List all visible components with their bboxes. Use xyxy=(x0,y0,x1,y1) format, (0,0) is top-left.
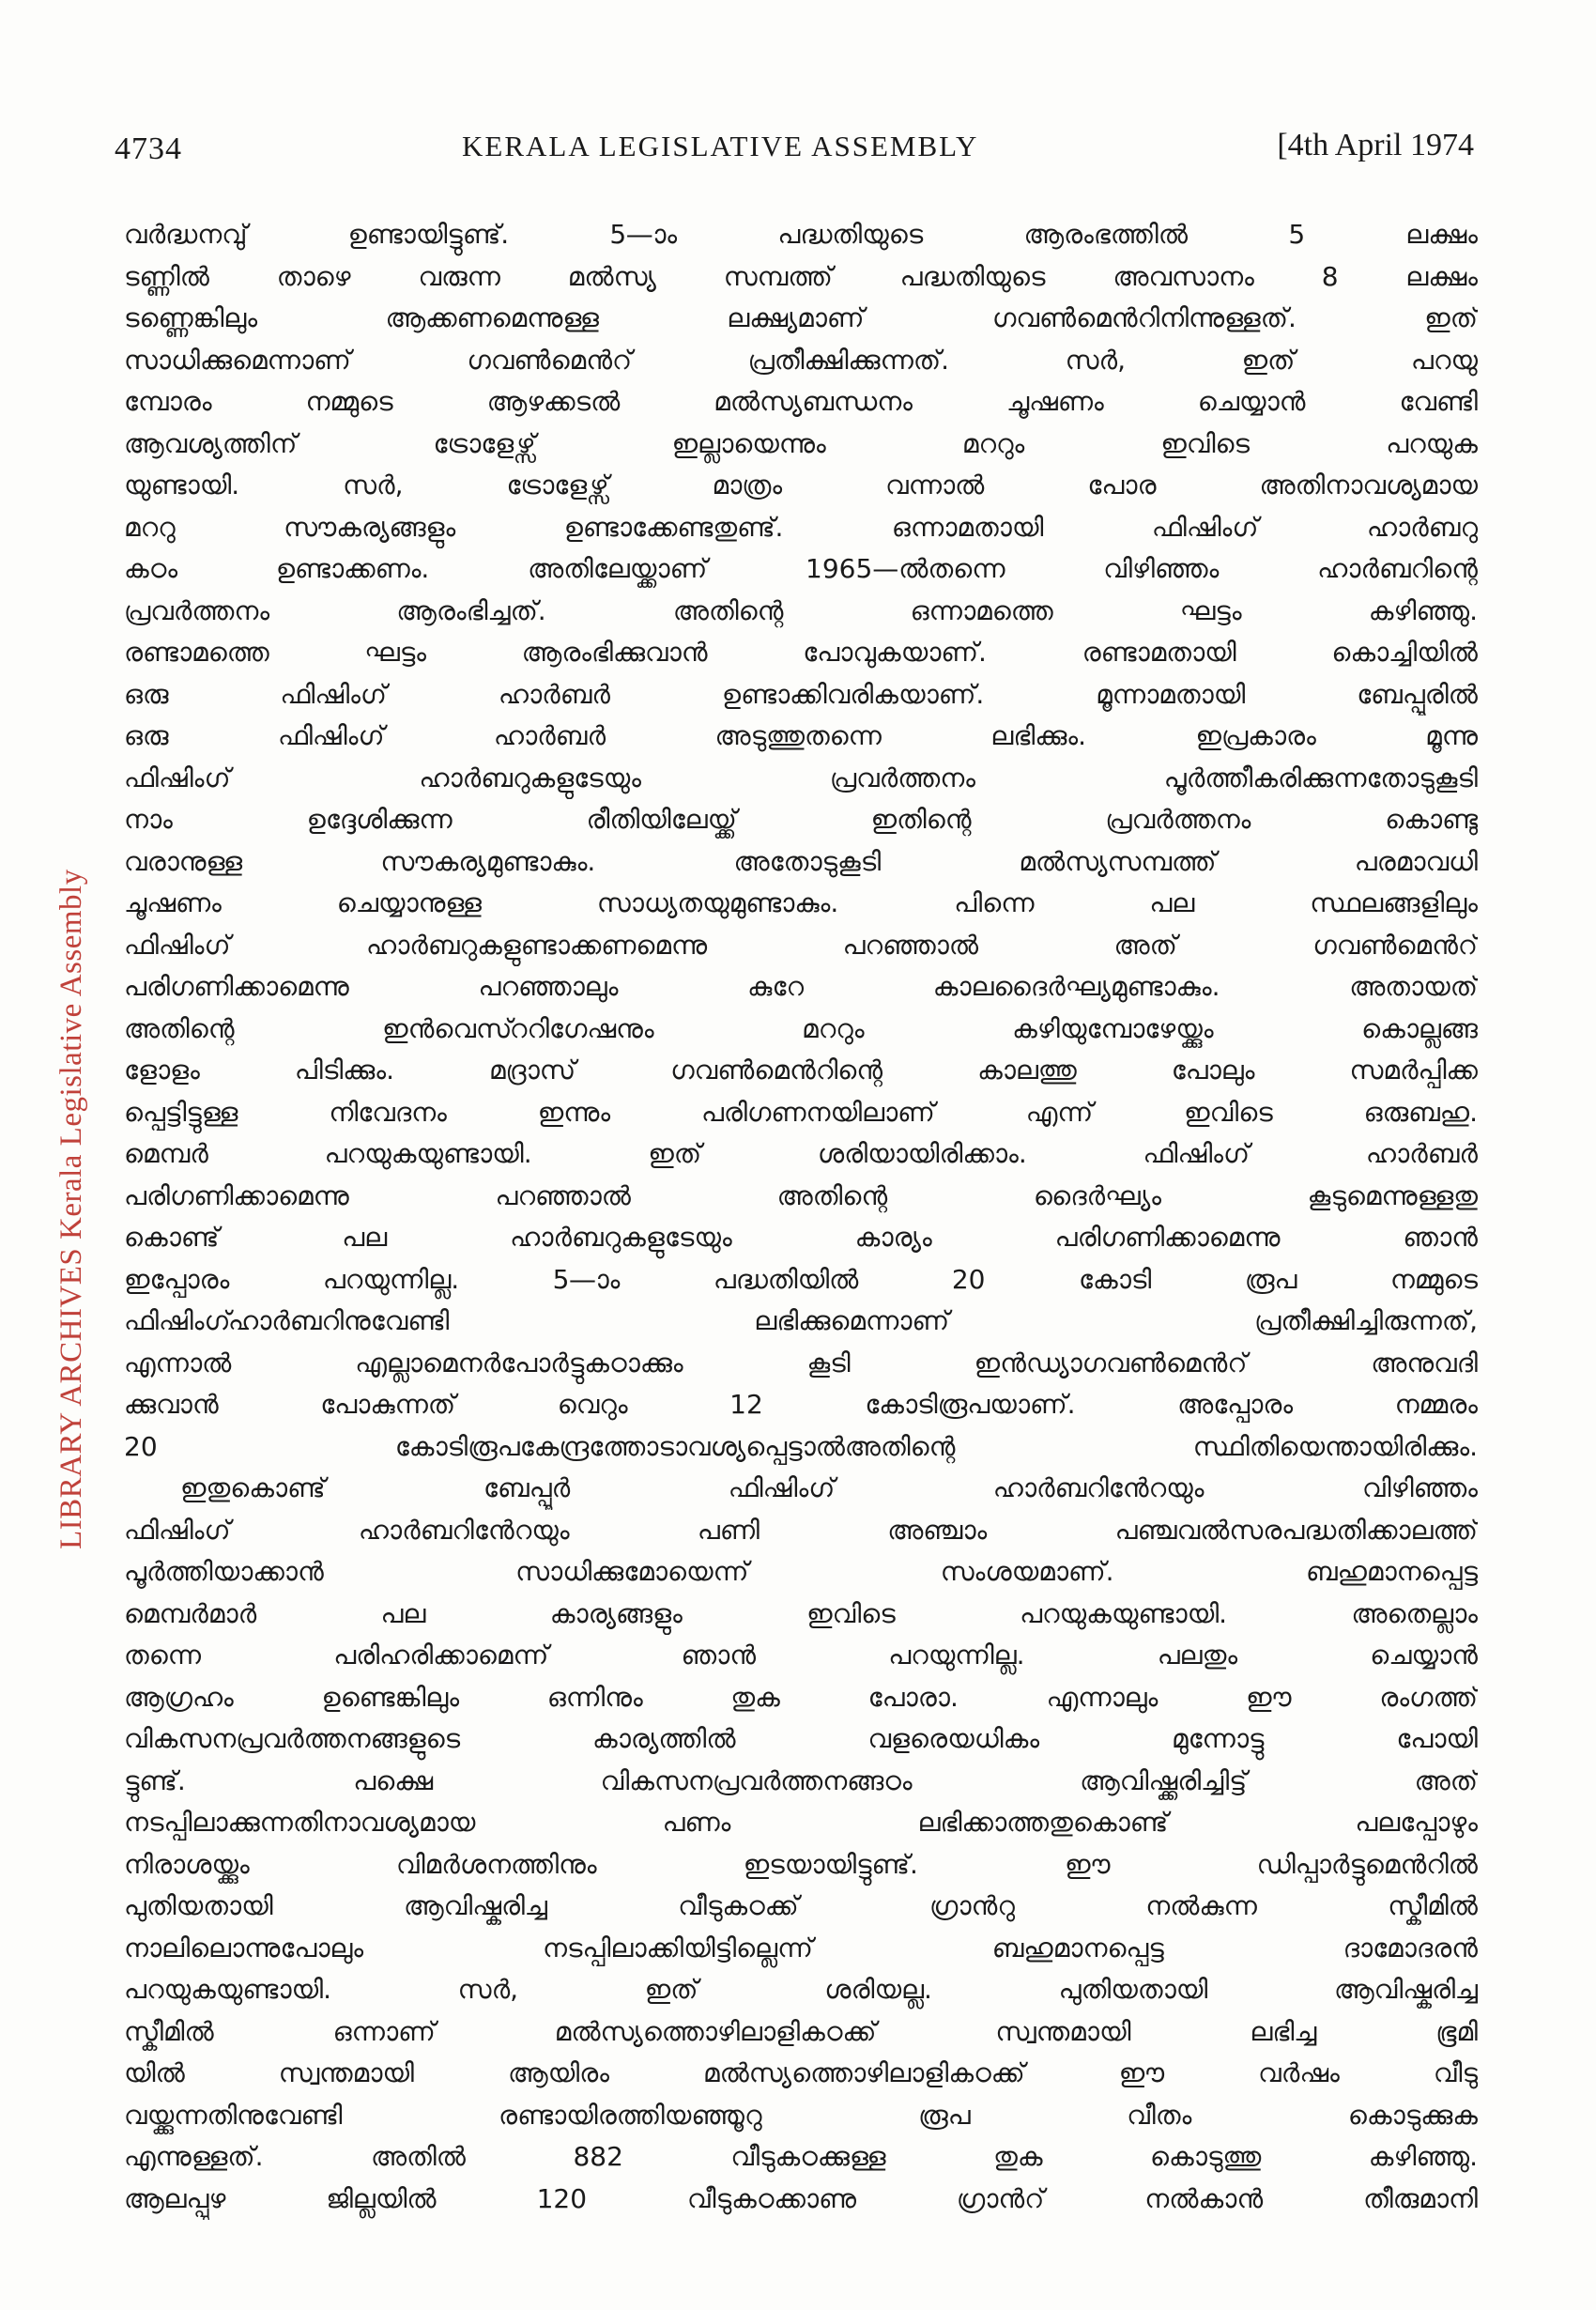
text-line: എന്നാൽ എല്ലാമെനർപോർട്ടുകഠാക്കും കൂടി ഇൻഡ്യാഗവൺമെൻറ് അനുവദി xyxy=(124,1347,1478,1378)
text-line: അതിന്റെ ഇൻവെസ്ററിഗേഷനും മററും കഴിയുമ്പോഴേയ്ക്കും കൊല്ലങ്ങ xyxy=(124,1012,1478,1044)
archive-watermark: LIBRARY ARCHIVES Kerala Legislative Assembly xyxy=(54,869,88,1549)
text-line: വർദ്ധനവു് ഉണ്ടായിട്ടുണ്ട്. 5—ാം പദ്ധതിയുടെ ആരംഭത്തിൽ 5 ലക്ഷം xyxy=(124,219,1478,250)
text-line: കഠം ഉണ്ടാക്കണം. അതിലേയ്ക്കാണ് 1965—ൽതന്നെ വിഴിഞ്ഞം ഹാർബറിന്റെ xyxy=(124,553,1478,584)
text-line: 20 കോടിരൂപകേന്ദ്രത്തോടാവശ്യപ്പെട്ടാൽഅതിന്റെ സ്ഥിതിയെന്തായിരിക്കും. xyxy=(124,1430,1478,1462)
text-line: ഫിഷിംഗ് ഹാർബറുകളുണ്ടാക്കണമെന്നു പറഞ്ഞാൽ അത് ഗവൺമെൻറ് xyxy=(124,929,1478,961)
running-title: KERALA LEGISLATIVE ASSEMBLY xyxy=(462,130,979,162)
text-line: പരിഗണിക്കാമെന്നു പറഞ്ഞാലും കുറേ കാലദൈർഘ്യമുണ്ടാകും. അതായത് xyxy=(124,971,1478,1002)
text-line: ഫിഷിംഗ്ഹാർബറിനുവേണ്ടി ലഭിക്കുമെന്നാണ് പ്രതീക്ഷിച്ചിരുന്നത്, xyxy=(124,1305,1478,1336)
text-line: ഒരു ഫിഷിംഗ് ഹാർബർ അടുത്തുതന്നെ ലഭിക്കും. ഇപ്രകാരം മൂന്നു xyxy=(124,720,1478,751)
text-line: സാധിക്കുമെന്നാണ് ഗവൺമെൻറ് പ്രതീക്ഷിക്കുന്നത്. സർ, ഇത് പറയു xyxy=(124,344,1478,376)
text-line: പുതിയതായി ആവിഷ്കരിച്ച വീടുകഠക്ക് ഗ്രാൻറു നൽകുന്ന സ്കീമിൽ xyxy=(124,1890,1478,1921)
text-line: നിരാശയ്ക്കും വിമർശനത്തിനും ഇടയായിട്ടുണ്ട്. ഈ ഡിപ്പാർട്ടുമെൻറിൽ xyxy=(124,1848,1478,1880)
text-line: മ്പോരം നമ്മുടെ ആഴക്കടൽ മൽസ്യബന്ധനം ചൂഷണം ചെയ്യാൻ വേണ്ടി xyxy=(124,386,1478,417)
text-line: ക്കുവാൻ പോകുന്നത് വെറും 12 കോടിരൂപയാണ്. അപ്പോരം നമ്മരം xyxy=(124,1389,1478,1420)
text-line: ഒരു ഫിഷിംഗ് ഹാർബർ ഉണ്ടാക്കിവരികയാണ്. മൂന്നാമതായി ബേപ്പൂരിൽ xyxy=(124,678,1478,710)
text-line: മററു സൗകര്യങ്ങളും ഉണ്ടാക്കേണ്ടതുണ്ട്. ഒന്നാമതായി ഫിഷിംഗ് ഹാർബറു xyxy=(124,511,1478,543)
text-line: ടണ്ണിൽ താഴെ വരുന്ന മൽസ്യ സമ്പത്ത് പദ്ധതിയുടെ അവസാനം 8 ലക്ഷം xyxy=(124,260,1478,292)
text-line: ആലപ്പുഴ ജില്ലയിൽ 120 വീടുകഠക്കാണു ഗ്രാൻറ് നൽകാൻ തീരുമാനി xyxy=(124,2182,1478,2214)
text-line: യിൽ സ്വന്തമായി ആയിരം മൽസ്യത്തൊഴിലാളികഠക്ക് ഈ വർഷം വീടു xyxy=(124,2057,1478,2088)
body-text xyxy=(124,214,1478,2220)
text-line: ആവശ്യത്തിന് ട്രോളേഴ്സ് ഇല്ലായെന്നും മററും ഇവിടെ പറയുക xyxy=(124,427,1478,459)
text-line: പ്പെട്ടിട്ടുള്ള നിവേദനം ഇന്നും പരിഗണനയിലാണ് എന്ന് ഇവിടെ ഒരുബഹു. xyxy=(124,1096,1478,1128)
text-line: രണ്ടാമത്തെ ഘട്ടം ആരംഭിക്കുവാൻ പോവുകയാണ്. രണ്ടാമതായി കൊച്ചിയിൽ xyxy=(124,637,1478,668)
text-line: നാം ഉദ്ദേശിക്കുന്ന രീതിയിലേയ്ക്ക് ഇതിന്റെ പ്രവർത്തനം കൊണ്ടു xyxy=(124,804,1478,835)
text-line: വയ്ക്കുന്നതിനുവേണ്ടി രണ്ടായിരത്തിയഞ്ഞൂറു രൂപ വീതം കൊടുക്കുക xyxy=(124,2099,1478,2131)
text-line: പറയുകയുണ്ടായി. സർ, ഇത് ശരിയല്ല. പുതിയതായി ആവിഷ്കരിച്ച xyxy=(124,1974,1478,2005)
text-line: എന്നുള്ളത്. അതിൽ 882 വീടുകഠക്കുള്ള തുക കൊടുത്തു കഴിഞ്ഞു. xyxy=(124,2141,1478,2172)
text-line: ളോളം പിടിക്കും. മദ്രാസ് ഗവൺമെൻറിന്റെ കാലത്തു പോലും സമർപ്പിക്ക xyxy=(124,1055,1478,1086)
page-header xyxy=(115,124,1474,180)
text-line: പരിഗണിക്കാമെന്നു പറഞ്ഞാൽ അതിന്റെ ദൈർഘ്യം കൂടുമെന്നുള്ളതു xyxy=(124,1179,1478,1211)
text-line: മെമ്പർ പറയുകയുണ്ടായി. ഇത് ശരിയായിരിക്കാം. ഫിഷിംഗ് ഹാർബർ xyxy=(124,1138,1478,1169)
page-number: 4734 xyxy=(115,131,182,166)
text-line: ടണ്ണെങ്കിലും ആക്കണമെന്നുള്ള ലക്ഷ്യമാണ് ഗവൺമെൻറിനിന്നുള്ളത്. ഇത് xyxy=(124,302,1478,333)
text-line: സ്കീമിൽ ഒന്നാണ് മൽസ്യത്തൊഴിലാളികഠക്ക് സ്വന്തമായി ലഭിച്ച ഭൂമി xyxy=(124,2015,1478,2047)
text-line: ട്ടുണ്ട്. പക്ഷെ വികസനപ്രവർത്തനങ്ങഠം ആവിഷ്ക്കരിച്ചിട്ട് അത് xyxy=(124,1764,1478,1796)
text-line: ഇപ്പോരം പറയുന്നില്ല. 5—ാം പദ്ധതിയിൽ 20 കോടി രൂപ നമ്മുടെ xyxy=(124,1263,1478,1295)
text-line: ആഗ്രഹം ഉണ്ടെങ്കിലും ഒന്നിനും തുക പോരാ. എന്നാലും ഈ രംഗത്ത് xyxy=(124,1681,1478,1713)
text-line: ഫിഷിംഗ് ഹാർബറിൻേറയും പണി അഞ്ചാം പഞ്ചവൽസരപദ്ധതിക്കാലത്ത് xyxy=(124,1514,1478,1546)
text-line: വരാനുള്ള സൗകര്യമുണ്ടാകും. അതോടുകൂടി മൽസ്യസമ്പത്ത് പരമാവധി xyxy=(124,845,1478,877)
text-line: തന്നെ പരിഹരിക്കാമെന്ന് ഞാൻ പറയുന്നില്ല. പലതും ചെയ്യാൻ xyxy=(124,1640,1478,1671)
text-line: മെമ്പർമാർ പല കാര്യങ്ങളും ഇവിടെ പറയുകയുണ്ടായി. അതെല്ലാം xyxy=(124,1597,1478,1629)
text-line: കൊണ്ട് പല ഹാർബറുകളുടേയും കാര്യം പരിഗണിക്കാമെന്നു ഞാൻ xyxy=(124,1222,1478,1253)
text-line: ഇതുകൊണ്ട് ബേപ്പൂർ ഫിഷിംഗ് ഹാർബറിൻേറയും വിഴിഞ്ഞം xyxy=(180,1472,1478,1503)
header-date: [4th April 1974 xyxy=(1277,128,1474,162)
text-line: വികസനപ്രവർത്തനങ്ങളുടെ കാര്യത്തിൽ വളരെയധികം മുന്നോട്ടു പോയി xyxy=(124,1723,1478,1754)
text-line: യുണ്ടായി. സർ, ട്രോളേഴ്സ് മാത്രം വന്നാൽ പോര അതിനാവശ്യമായ xyxy=(124,470,1478,500)
text-line: നടപ്പിലാക്കുന്നതിനാവശ്യമായ പണം ലഭിക്കാത്തതുകൊണ്ട് പലപ്പോഴും xyxy=(124,1807,1478,1838)
text-line: ചൂഷണം ചെയ്യാനുള്ള സാധ്യതയുമുണ്ടാകും. പിന്നെ പല സ്ഥലങ്ങളിലും xyxy=(124,887,1478,918)
text-line: പൂർത്തിയാക്കാൻ സാധിക്കുമോയെന്ന് സംശയമാണ്. ബഹുമാനപ്പെട്ട xyxy=(124,1556,1478,1587)
text-line: നാലിലൊന്നുപോലും നടപ്പിലാക്കിയിട്ടില്ലെന്ന് ബഹുമാനപ്പെട്ട ദാമോദരൻ xyxy=(124,1932,1478,1964)
text-line: ഫിഷിംഗ് ഹാർബറുകളുടേയും പ്രവർത്തനം പൂർത്തീകരിക്കുന്നതോടുകൂടി xyxy=(124,762,1478,793)
text-line: പ്രവർത്തനം ആരംഭിച്ചത്. അതിന്റെ ഒന്നാമത്തെ ഘട്ടം കഴിഞ്ഞു. xyxy=(124,594,1478,626)
